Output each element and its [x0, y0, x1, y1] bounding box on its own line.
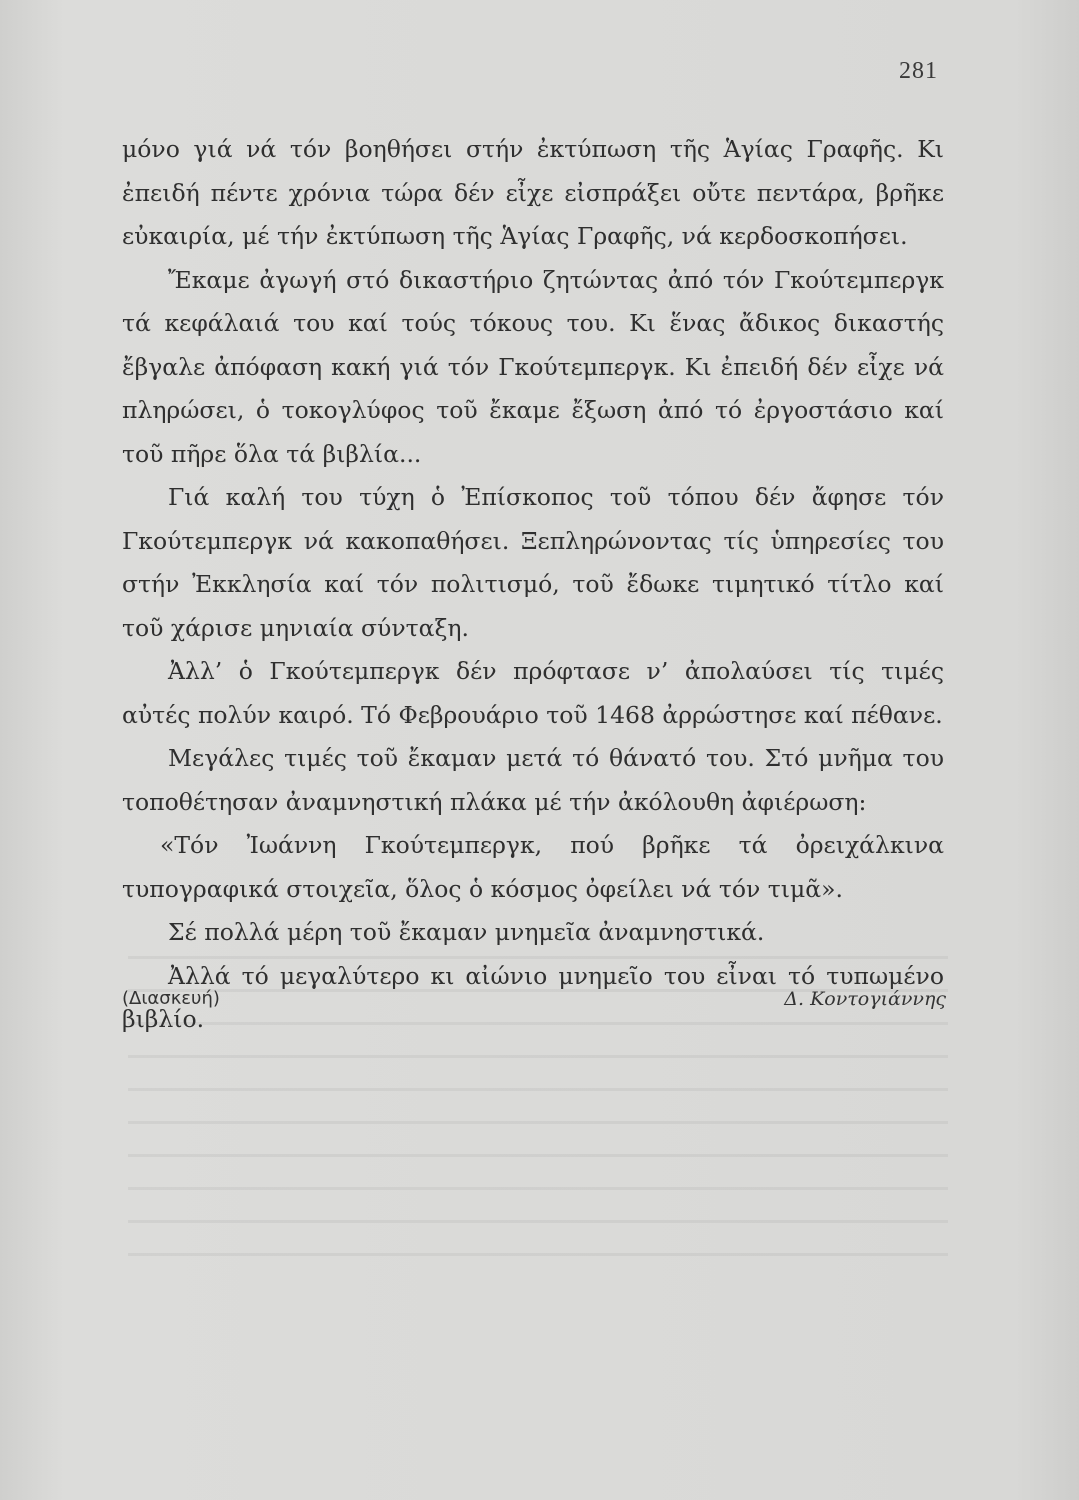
paragraph-2: Ἔκαμε ἀγωγή στό δικαστήριο ζητώντας ἀπό τόν Γκούτεμπεργκ τά κεφάλαιά του καί τούς τόκους του. Κι ἕνας ἄδικος δικαστής ἔβγαλε ἀπόφαση κακή γιά τόν Γκούτεμπεργκ. Κι ἐπειδή δέν εἶχε νά πληρώσει, ὁ τοκογλύφος τοῦ ἔκαμε ἔξωση ἀπό τό ἐργοστάσιο καί τοῦ πῆρε ὅλα τά βιβλία...: [122, 265, 944, 468]
author-name: Δ. Κοντογιάννης: [784, 988, 946, 1010]
paragraph-4: Ἀλλ’ ὁ Γκούτεμπεργκ δέν πρόφτασε ν’ ἀπολαύσει τίς τιμές αὐτές πολύν καιρό. Τό Φεβρουάριο τοῦ 1468 ἀρρώστησε καί πέθανε.: [122, 657, 944, 729]
paragraph-5: Μεγάλες τιμές τοῦ ἔκαμαν μετά τό θάνατό του. Στό μνῆμα του τοποθέτησαν ἀναμνηστική πλάκα μέ τήν ἀκόλουθη ἀφιέρωση:: [122, 744, 944, 816]
paragraph-1: μόνο γιά νά τόν βοηθήσει στήν ἐκτύπωση τῆς Ἁγίας Γραφῆς. Κι ἐπειδή πέντε χρόνια τώρα δέν εἶχε εἰσπράξει οὔτε πεντάρα, βρῆκε εὐκαιρία, μέ τήν ἐκτύπωση τῆς Ἁγίας Γραφῆς, νά κερδοσκοπήσει.: [122, 135, 944, 250]
paragraph-3: Γιά καλή του τύχη ὁ Ἐπίσκοπος τοῦ τόπου δέν ἄφησε τόν Γκούτεμπεργκ νά κακοπαθήσει. Ξεπληρώνοντας τίς ὑπηρεσίες του στήν Ἐκκλησία καί τόν πολιτισμό, τοῦ ἔδωκε τιμητικό τίτλο καί τοῦ χάρισε μηνιαία σύνταξη.: [122, 483, 944, 642]
attribution: [122, 988, 946, 1022]
page-number: 281: [899, 58, 938, 84]
body-text: [122, 128, 944, 1042]
source-note: (Διασκευή): [122, 988, 220, 1009]
paragraph-6: Σέ πολλά μέρη τοῦ ἔκαμαν μνημεῖα ἀναμνηστικά.: [168, 918, 765, 946]
dedication-quote: «Τόν Ἰωάννη Γκούτεμπεργκ, πού βρῆκε τά ὀρειχάλκινα τυπογραφικά στοιχεῖα, ὅλος ὁ κόσμος ὀφείλει νά τόν τιμᾶ».: [122, 831, 944, 903]
paragraph-7: Ἀλλά τό μεγαλύτερο κι αἰώνιο μνημεῖο του εἶναι τό τυπωμένο βιβλίο.: [122, 961, 944, 1033]
